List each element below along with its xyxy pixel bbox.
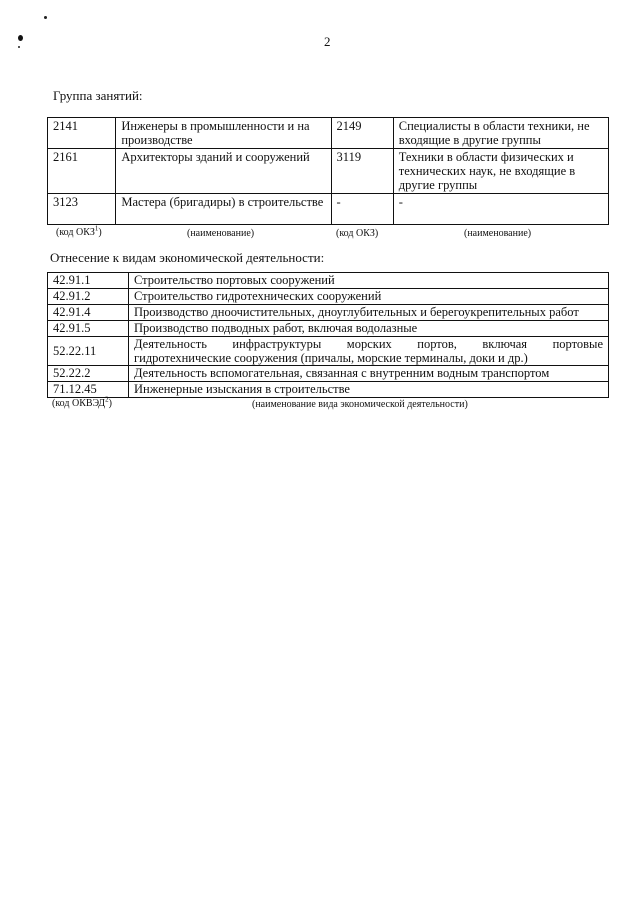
okved-code-cell: 71.12.45 (48, 382, 129, 398)
okved-desc-line: Деятельность инфраструктуры морских портов, включая портовые (134, 337, 603, 351)
okved-code-cell: 42.91.1 (48, 273, 129, 289)
okz-name-cell: Техники в области физических и технических наук, не входящие в другие группы (393, 149, 608, 194)
okved-desc-cell: Строительство гидротехнических сооружений (129, 289, 609, 305)
table-row (48, 149, 609, 194)
okz-heading: Группа занятий: (53, 88, 143, 103)
okz-code-cell: - (331, 194, 393, 225)
scan-speck (18, 46, 20, 48)
okz-code-cell: 2141 (48, 118, 116, 149)
table-row (48, 194, 609, 225)
okved-code-cell: 52.22.11 (48, 337, 129, 366)
okz-name-cell: Архитекторы зданий и сооружений (116, 149, 331, 194)
okved-desc-cell (129, 337, 609, 366)
scan-speck (44, 16, 47, 19)
okz-name-cell: Инженеры в промышленности и на производстве (116, 118, 331, 149)
okved-code-cell: 52.22.2 (48, 366, 129, 382)
okved-code-cell: 42.91.4 (48, 305, 129, 321)
okz-code-caption: (код ОКЗ$^1$) (56, 224, 102, 238)
okved-desc-cell: Строительство портовых сооружений (129, 273, 609, 289)
okz-code-cell: 2161 (48, 149, 116, 194)
table-row (48, 273, 609, 289)
okz-name-cell: Мастера (бригадиры) в строительстве (116, 194, 331, 225)
table-row (48, 382, 609, 398)
okved-name-caption: (наименование вида экономической деятельности) (252, 399, 468, 410)
okved-desc-cell: Инженерные изыскания в строительстве (129, 382, 609, 398)
okved-code-cell: 42.91.2 (48, 289, 129, 305)
okved-desc-line: гидротехнические сооружения (причалы, морские терминалы, доки и др.) (134, 351, 528, 365)
okved-heading: Отнесение к видам экономической деятельности: (50, 250, 325, 265)
okved-desc-cell: Деятельность вспомогательная, связанная с внутренним водным транспортом (129, 366, 609, 382)
okved-code-caption: (код ОКВЭД$^2$) (52, 395, 112, 409)
table-row (48, 305, 609, 321)
scan-speck (18, 35, 23, 41)
table-row (48, 337, 609, 366)
page-number: 2 (324, 34, 331, 49)
okz-name-cell: Специалисты в области техники, не входящие в другие группы (393, 118, 608, 149)
okz-code-cell: 3123 (48, 194, 116, 225)
okved-table (47, 272, 609, 398)
okz-code-caption: (код ОКЗ) (336, 228, 379, 239)
table-row (48, 118, 609, 149)
okz-table (47, 117, 609, 225)
table-row (48, 321, 609, 337)
okved-desc-cell: Производство подводных работ, включая водолазные (129, 321, 609, 337)
table-row (48, 366, 609, 382)
table-row (48, 289, 609, 305)
okz-name-caption: (наименование) (187, 228, 255, 239)
okved-code-cell: 42.91.5 (48, 321, 129, 337)
okved-desc-cell: Производство дноочистительных, дноуглубительных и берегоукрепительных работ (129, 305, 609, 321)
okz-code-cell: 2149 (331, 118, 393, 149)
okz-name-caption: (наименование) (464, 228, 532, 239)
okz-name-cell: - (393, 194, 608, 225)
okz-code-cell: 3119 (331, 149, 393, 194)
